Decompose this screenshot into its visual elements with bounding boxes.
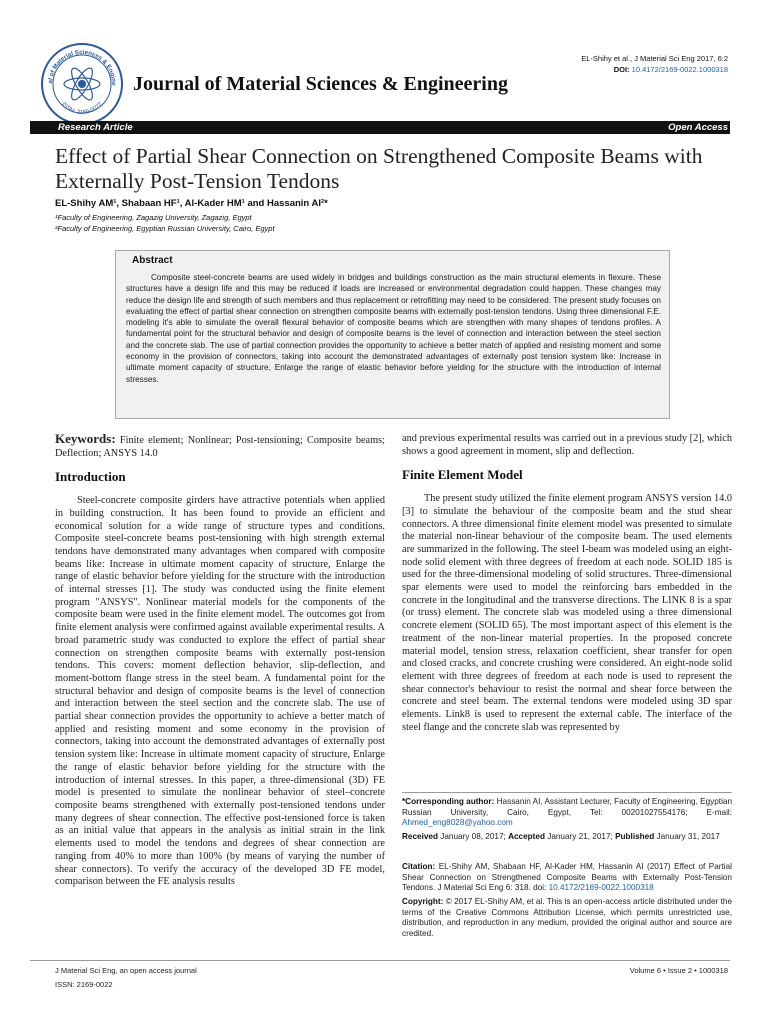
paper-title: Effect of Partial Shear Connection on Strengthened Composite Beams with Externally Post-Tension Tendons [55,144,703,193]
corr-label: *Corresponding author: [402,797,495,806]
citation-doi-link[interactable]: 10.4172/2169-0022.1000318 [548,883,654,892]
citation-label: Citation: [402,862,436,871]
author-list: EL-Shihy AM¹, Shabaan HF¹, Al-Kader HM¹ and Hassanin AI²* [55,198,328,209]
journal-logo [40,42,124,126]
right-column [402,433,732,734]
copyright-text: © 2017 EL-Shihy AM, et al. This is an open-access article distributed under the terms of the Creative Commons Attribution License, which permits unrestricted use, distribution, and reproduction in any medium, provided the original author and source are credited. [402,897,732,938]
left-column [55,433,385,889]
published-label: Published [615,832,655,841]
published-date: January 31, 2017 [656,832,720,841]
keywords [55,433,385,460]
corr-text: Hassanin AI, Assistant Lecturer, Faculty of Engineering, Egyptian Russian University, Cairo, Egypt, Tel: 00201027554176; E-mail: [402,797,732,817]
abstract-text: Composite steel-concrete beams are used widely in bridges and buildings construction as the main structural elements in flexure. These structures have a design life and this may be reduced if loads are increased or environmental degradation could happen. These changes may reduce the design life and strength of such members and thus replacement or retrofitting may need to be considered. The present study focuses on evaluating the effect of partial shear connection on strengthen composite beams with externally post-tension tendons. Using three dimensional F.E. modeling it's able to simulate the overall flexural behavior of composite beams which are strengthen with many shapes of tendons profiles. A fundamental point for the structural behavior and design of composite beams is the level of connection and interaction between the steel section and the concrete slab. The use of partial connection provides the opportunity to achieve a better match of applied and resisting moment and some economy in the provision of connectors, taking into account the demonstrated advantages of externally post tension system like: Increase in ultimate moment capacity of structure, Enlarge the range of elastic behavior before yielding for the structure with the introduction of internal stresses. [126,273,661,384]
journal-title: Journal of Material Sciences & Engineering [133,73,508,95]
research-article-label: Research Article [58,122,133,133]
continuation-paragraph: and previous experimental results was carried out in a previous study [2], which shows a good agreement in moment, slip and deflection. [402,433,732,457]
footer-issn: ISSN: 2169-0022 [55,980,113,989]
footer-divider [30,960,730,961]
copyright-label: Copyright: [402,897,444,906]
fe-model-heading: Finite Element Model [402,467,523,483]
copyright-note [402,897,732,939]
doi-link[interactable]: 10.4172/2169-0022.1000318 [631,65,728,74]
footer-journal: J Material Sci Eng, an open access journal [55,966,197,975]
logo-issn-text: ISSN: 2169-0022 [60,101,104,117]
citation-note [402,862,732,894]
introduction-heading: Introduction [55,469,126,485]
citation-header [581,53,728,75]
logo-ring-text: al of Material Sciences & Engine [46,48,118,86]
keywords-label: Keywords: [55,431,116,446]
received-date: January 08, 2017; [440,832,506,841]
abstract-heading: Abstract [132,255,173,266]
abstract-box [115,250,670,419]
fe-model-paragraph: The present study utilized the finite element program ANSYS version 14.0 [3] to simulate the behaviour of the composite beam and the stud shear connectors. A three dimensional finite element model was presented to simulate the material non-linear behaviour of the composite beam. The used elements are summarized in the following. The steel I-beam was modeled using an eight-node solid element with three degrees of freedom at each node. SOLID 185 is used for the three-dimensional modeling of solid structures. Three-dimensional spar elements were used to model the reinforcing bars embedded in the concrete in the longitudinal and the transverse directions. The LINK 8 is a spar (or truss) element. The concrete slab was modeled using a three dimensional concrete element (SOLID 65). The most important aspect of this element is the treatment of the non-linear material properties. In the proposed concrete material model, tension stress, relaxation coefficient, shear transfer for open and closed cracks, and concrete crushing were considered. An eight-node solid element with three degrees of freedom at each node is used to represent the shear connector's behaviour to resist the normal and shear force between the concrete and steel beam. The external tendons were modeled using 3D spar elements. Link8 is used to represent the external cable. The interface of the steel flange and the concrete slab was represented by [402,493,732,733]
accepted-date: January 21, 2017; [547,832,613,841]
introduction-paragraph: Steel-concrete composite girders have attractive potentials when applied in building construction. It has been found to provide an efficient and economical solution for a wide range of structure types and conditions. Composite steel-concrete beams post-tensioning with high strength external tendons have demonstrated many advantages when compared with composite beams like: Increase in ultimate moment capacity of structure, Enlarge the range of elastic behavior before yielding for the structure with the introduction of internal stresses [1]. The study was conducted using the finite element program "ANSYS". Nonlinear material models for the components of the composite beam were used in the finite element model. The outcomes got from finite element analysis were confirmed against available experimental results. A broad parametric study was conducted to explore the effect of partial shear connection on strengthen composite beams with externally post-tension tendons. This covers: moment deflection behavior, slip-deflection, and moment-bottom flange stress in the steel beam. A fundamental point for the structural behavior and design of composite beams is the level of connection and interaction between the steel section and the concrete slab. The use of partial shear connection provides the opportunity to achieve a better match of applied and resisting moment and some economy in the provision of connectors, taking into account the demonstrated advantages of externally post tension system like: Increase in ultimate moment capacity of structure, Enlarge the range of elastic behavior before yielding for the structure with the introduction of internal stresses. In this paper, a three-dimensional (3D) FE model is presented to simulate the nonlinear behavior of steel–concrete composite beams strengthened with externally post-tensioned tendons under many degrees of shear connection. The effective post-tensioned force is taken as an initial value that appears in the analysis as initial strain in the link elements used to model the tendons and degrees of shear connection are ranging from 40% to more than 100% (by means of varying the number of shear connectors). To verify the accuracy of the developed 3D FE model, comparison between the FE analysis results [55,495,385,888]
open-access-label: Open Access [668,122,728,133]
corr-email-link[interactable]: Ahmed_eng8028@yahoo.com [402,818,513,827]
received-label: Received [402,832,438,841]
dates-note [402,832,732,843]
affiliation-1: ¹Faculty of Engineering, Zagazig University, Zagazig, Egypt [55,213,252,222]
article-type-band [30,121,730,134]
corresponding-author-note [402,797,732,829]
citation-text: EL-Shihy AM, Shabaan HF, Al-Kader HM, Hassanin AI (2017) Effect of Partial Shear Connection on Strengthened Composite Beams with Externally Post-Tension Tendons. J Material Sci Eng 6: 318. doi: [402,862,732,892]
doi-line [581,64,728,75]
accepted-label: Accepted [508,832,545,841]
notes-divider [402,792,732,793]
footer-volume: Volume 6 • Issue 2 • 1000318 [629,966,728,975]
keywords-text: Finite element; Nonlinear; Post-tensioning; Composite beams; Deflection; ANSYS 14.0 [55,435,385,459]
citation-line: EL-Shihy et al., J Material Sci Eng 2017, 6:2 [581,54,728,63]
doi-label: DOI: [613,65,630,74]
affiliation-2: ²Faculty of Engineering, Egyptian Russian University, Cairo, Egypt [55,224,275,233]
